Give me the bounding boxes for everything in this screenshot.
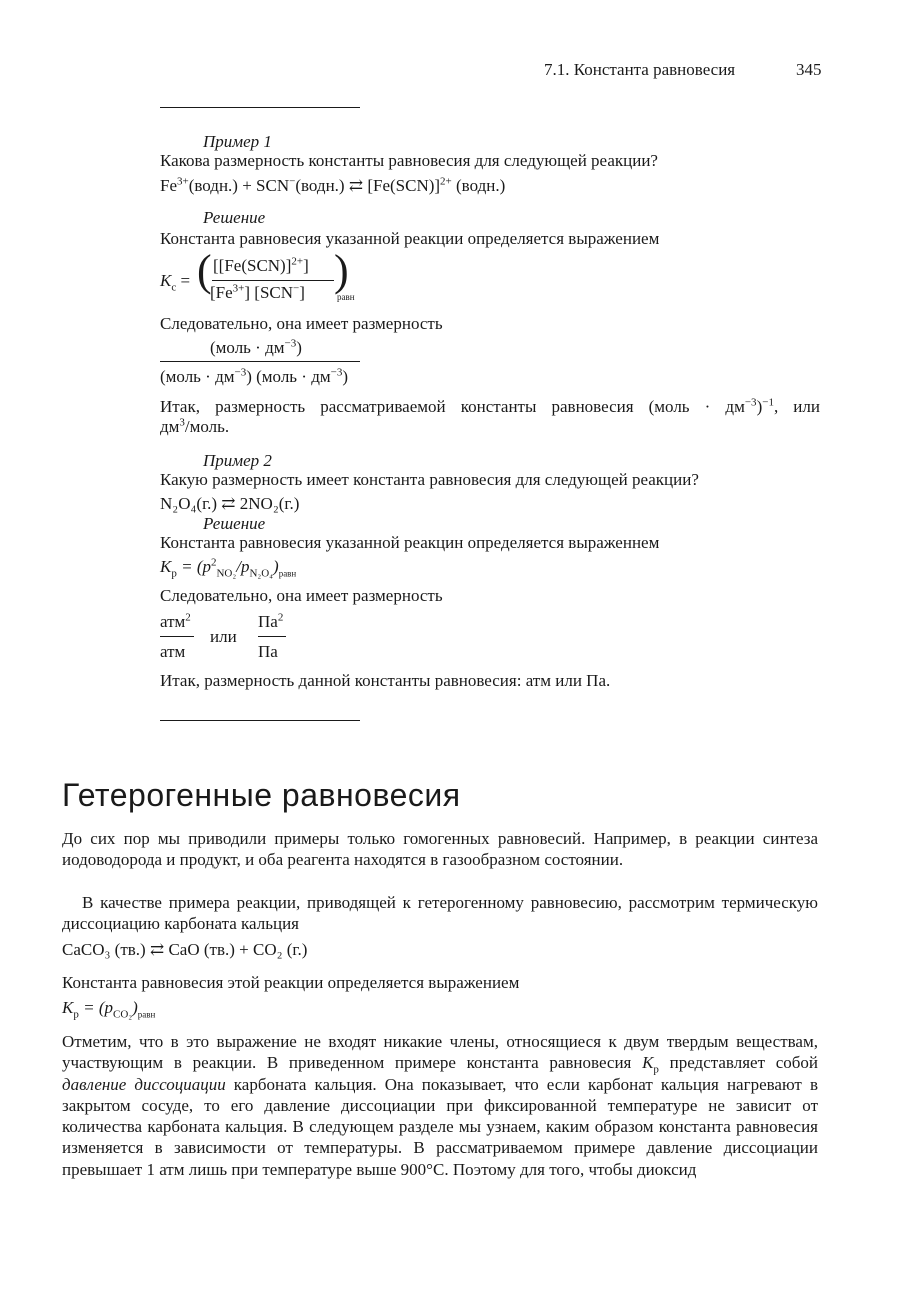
kc-left-paren: ( — [197, 246, 212, 295]
kc-fraction-line — [212, 280, 334, 281]
section-reaction: CaCO₃ (тв.) ⇄ CaO (тв.) + CO₂ (г.) — [62, 940, 308, 959]
example2-unit2-numerator: $Па^2$ — [258, 611, 284, 631]
example2-unit1-line — [160, 636, 194, 637]
example2-question: Какую размерность имеет константа равновесия для следующей реакции? — [160, 470, 699, 489]
example2-unit1-numerator: атм$^2$ — [160, 611, 191, 631]
section-kp-expression: $K_p = (p_{CO_2})_{равн}$ — [62, 998, 156, 1021]
running-header-section: 7.1. Константа равновесия — [544, 60, 736, 79]
section-kp-intro: Константа равновесия этой реакции определяется выражением — [62, 973, 520, 992]
example-top-rule — [160, 107, 360, 108]
section-paragraph-2: В качестве примера реакции, приводящей к гетерогенному равновесию, рассмотрим термическую диссоциацию карбоната кальция — [62, 893, 818, 934]
example2-title: Пример 2 — [203, 451, 272, 470]
example1-question: Какова размерность константы равновесия для следующей реакции? — [160, 151, 658, 170]
example2-kp-expression: $K_p = (p^2_{NO_2}/p_{N_2O_4})_{равн}$ — [160, 556, 297, 580]
example1-dimension-intro: Следовательно, она имеет размерность — [160, 314, 443, 333]
page-number: 345 — [796, 60, 822, 79]
example2-reaction: N₂O₄(г.) ⇄ 2NO₂(г.) — [160, 494, 300, 513]
kc-label: $K_c$ = — [160, 271, 191, 294]
example1-dim-numerator: (моль · $дм^{-3}$) — [210, 337, 302, 357]
example1-solution-title: Решение — [203, 208, 266, 227]
example2-unit1-denominator: атм — [160, 642, 186, 661]
example1-dim-denominator: (моль · $дм^{-3}$) (моль · $дм^{-3}$) — [160, 366, 349, 386]
section-paragraph-3: Отметим, что в это выражение не входят никакие члены, относящиеся к двум твердым веществам, участвующим в реакции. В приведенном примере константа равновесия $K_p$ представляет собой давление диссоциации карбоната кальция. Она показывает, что если карбонат кальция нагревают в закрытом сосуде, то его давление диссоциации при фиксированной температуре не зависит от количества карбоната кальция. В следующем разделе мы узнаем, каким образом константа равновесия изменяется в зависимости от температуры. В рассматриваемом примере давление диссоциации превышает 1 атм лишь при температуре выше 900°С. Поэтому для того, чтобы диоксид — [62, 1032, 818, 1179]
example2-unit2-denominator: Па — [258, 642, 278, 661]
kc-right-paren: ) — [334, 246, 349, 295]
example1-reaction: $Fe^{3+}(водн.)$ + SCN−(водн.) ⇄ $[Fe(SCN)]^{2+}$ (водн.) — [160, 175, 506, 195]
example2-solution-title: Решение — [203, 514, 266, 533]
kc-numerator: $[[Fe(SCN)]^{2+}]$ — [213, 255, 309, 275]
example2-unit2-line — [258, 636, 286, 637]
example1-title: Пример 1 — [203, 132, 272, 151]
example2-conclusion: Итак, размерность данной константы равновесия: атм или Па. — [160, 671, 611, 690]
section-heading: Гетерогенные равновесия — [62, 777, 461, 813]
section-paragraph-1: До сих пор мы приводили примеры только гомогенных равновесий. Например, в реакции синтеза иодоводорода и продукт, и оба реагента находятся в газообразном состоянии. — [62, 829, 818, 870]
example1-dim-fraction-line — [160, 361, 360, 362]
kc-subscript: равн — [337, 292, 355, 302]
example2-dimension-intro: Следовательно, она имеет размерность — [160, 586, 443, 605]
example-bottom-rule — [160, 720, 360, 721]
example1-conclusion-line2: $дм^3$/моль. — [160, 416, 230, 436]
example1-conclusion-line1: Итак, размерность рассматриваемой константы равновесия (моль · $дм^{-3})^{-1}$, или — [160, 396, 820, 416]
example1-solution-text: Константа равновесия указанной реакции определяется выражением — [160, 229, 660, 248]
example2-or-word: или — [210, 627, 237, 646]
example2-solution-text: Константа равновесия указанной реакцин определяется выраженнем — [160, 533, 660, 552]
kc-denominator: $[Fe^{3+}]$ [SCN−] — [210, 282, 305, 302]
dissociation-pressure-term: давление диссоциации — [62, 1074, 226, 1094]
